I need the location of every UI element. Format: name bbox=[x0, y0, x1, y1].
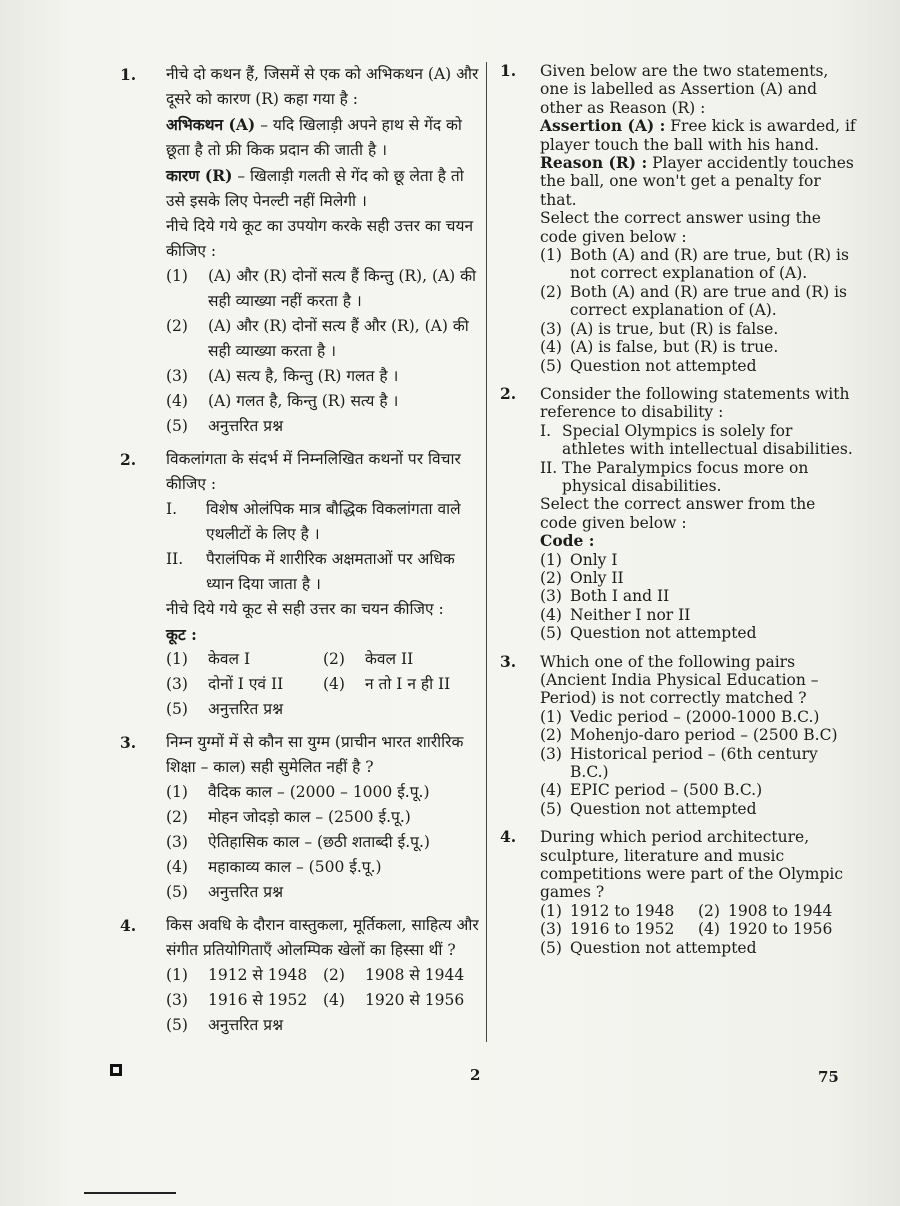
assertion-statement bbox=[166, 112, 480, 163]
reason-label: Reason (R) : bbox=[540, 153, 648, 173]
option: (1) केवल I bbox=[166, 650, 251, 668]
english-question-1 bbox=[500, 62, 856, 375]
option: (2) केवल II bbox=[323, 650, 414, 668]
option: (2) (A) और (R) दोनों सत्य हैं और (R), (A) की सही व्याख्या करता है । bbox=[166, 317, 469, 360]
option: (3) दोनों I एवं II bbox=[166, 675, 284, 693]
english-question-4 bbox=[500, 828, 856, 957]
question-instruction: नीचे दिये गये कूट का उपयोग करके सही उत्तर का चयन कीजिए : bbox=[166, 217, 474, 260]
reason-text: – खिलाड़ी गलती से गेंद को छू लेता है तो उसे इसके लिए पेनल्टी नहीं मिलेगी । bbox=[166, 167, 464, 210]
option: (3) Both I and II bbox=[540, 587, 670, 606]
question-intro: नीचे दो कथन हैं, जिसमें से एक को अभिकथन (A) और दूसरे को कारण (R) कहा गया है : bbox=[166, 65, 479, 108]
assertion-text: – यदि खिलाड़ी अपने हाथ से गेंद को छूता है तो फ्री किक प्रदान की जाती है । bbox=[166, 116, 462, 159]
hindi-question-2 bbox=[108, 447, 480, 722]
option: (4) (A) is false, but (R) is true. bbox=[540, 338, 779, 357]
option: (2) 1908 से 1944 bbox=[323, 966, 465, 984]
statement-item: I. विशेष ओलंपिक मात्र बौद्धिक विकलांगता वाले एथलीटों के लिए है । bbox=[166, 500, 461, 543]
option: (1) Only I bbox=[540, 550, 618, 569]
reason-label: कारण (R) bbox=[166, 166, 233, 185]
english-column bbox=[500, 62, 856, 967]
option: (5) अनुत्तरित प्रश्न bbox=[166, 883, 284, 901]
statement-item: II. The Paralympics focus more on physical disabilities. bbox=[540, 458, 809, 495]
option: (5) Question not attempted bbox=[540, 799, 757, 818]
option: (3) (A) is true, but (R) is false. bbox=[540, 319, 779, 338]
hindi-question-1 bbox=[108, 62, 480, 439]
reason-text: Player accidently touches the ball, one won't get a penalty for that. bbox=[540, 154, 854, 209]
question-intro: During which period architecture, sculpture, literature and music competitions were part of the Olympic games ? bbox=[540, 828, 844, 902]
hindi-column bbox=[108, 62, 480, 1046]
question-number: 1. bbox=[500, 61, 517, 80]
option: (4) 1920 से 1956 bbox=[323, 991, 465, 1009]
option: (4) EPIC period – (500 B.C.) bbox=[540, 781, 763, 800]
option: (3) ऐतिहासिक काल – (छठी शताब्दी ई.पू.) bbox=[166, 833, 430, 851]
option: (1) Vedic period – (2000-1000 B.C.) bbox=[540, 707, 820, 726]
question-instruction: Select the correct answer from the code given below : bbox=[540, 495, 816, 532]
option: (3) 1916 to 1952 bbox=[540, 920, 675, 939]
option-row bbox=[540, 920, 856, 938]
assertion-text: Free kick is awarded, if player touch the ball with his hand. bbox=[540, 117, 856, 154]
option: (1) Both (A) and (R) are true, but (R) is not correct explanation of (A). bbox=[540, 246, 849, 283]
option: (4) Neither I nor II bbox=[540, 605, 691, 624]
question-intro: Given below are the two statements, one is labelled as Assertion (A) and other as Reason (R) : bbox=[540, 62, 829, 117]
column-divider bbox=[486, 62, 487, 1042]
question-number: 4. bbox=[500, 827, 517, 847]
option: (1) (A) और (R) दोनों सत्य हैं किन्तु (R), (A) की सही व्याख्या नहीं करता है । bbox=[166, 267, 477, 310]
question-number: 2. bbox=[500, 383, 517, 403]
option: (1) वैदिक काल – (2000 – 1000 ई.पू.) bbox=[166, 783, 430, 801]
question-intro: Which one of the following pairs (Ancient India Physical Education – Period) is not correctly matched ? bbox=[540, 652, 819, 708]
option: (2) मोहन जोदड़ो काल – (2500 ई.पू.) bbox=[166, 808, 411, 826]
option: (3) (A) सत्य है, किन्तु (R) गलत है । bbox=[166, 367, 399, 385]
question-intro: Consider the following statements with reference to disability : bbox=[540, 384, 850, 422]
option-row bbox=[166, 963, 480, 988]
hindi-question-4 bbox=[108, 913, 480, 1038]
english-question-3 bbox=[500, 653, 856, 819]
statement-item: I. Special Olympics is solely for athletes with intellectual disabilities. bbox=[540, 421, 853, 459]
option: (2) Only II bbox=[540, 568, 624, 587]
option-row bbox=[166, 647, 480, 672]
reason-statement bbox=[166, 163, 480, 214]
option: (2) Both (A) and (R) are true and (R) is correct explanation of (A). bbox=[540, 282, 847, 320]
assertion-label: Assertion (A) : bbox=[540, 116, 666, 136]
bottom-rule bbox=[84, 1192, 176, 1194]
option: (4) न तो I न ही II bbox=[323, 675, 451, 693]
corner-square-icon bbox=[110, 1064, 122, 1076]
option: (5) अनुत्तरित प्रश्न bbox=[166, 700, 284, 718]
assertion-statement bbox=[540, 117, 856, 154]
question-instruction: नीचे दिये गये कूट से सही उत्तर का चयन कीजिए : bbox=[166, 600, 444, 618]
page-number-right: 75 bbox=[818, 1068, 839, 1086]
code-label: कूट : bbox=[166, 625, 197, 644]
hindi-question-3 bbox=[108, 730, 480, 905]
code-label: Code : bbox=[540, 531, 595, 551]
question-instruction: Select the correct answer using the code given below : bbox=[540, 209, 821, 246]
option: (3) Historical period – (6th century B.C.) bbox=[540, 744, 818, 782]
option: (4) महाकाव्य काल – (500 ई.पू.) bbox=[166, 858, 382, 876]
option: (5) अनुत्तरित प्रश्न bbox=[166, 417, 284, 435]
option: (5) Question not attempted bbox=[540, 356, 757, 375]
option-row bbox=[166, 988, 480, 1013]
statement-item: II. पैरालंपिक में शारीरिक अक्षमताओं पर अधिक ध्यान दिया जाता है । bbox=[166, 550, 455, 593]
question-number: 1. bbox=[120, 65, 137, 84]
option: (4) (A) गलत है, किन्तु (R) सत्य है । bbox=[166, 392, 399, 410]
question-number: 3. bbox=[500, 651, 517, 671]
option: (1) 1912 to 1948 bbox=[540, 901, 675, 920]
option: (5) अनुत्तरित प्रश्न bbox=[166, 1016, 284, 1034]
option: (5) Question not attempted bbox=[540, 624, 757, 643]
option: (4) 1920 to 1956 bbox=[698, 920, 833, 939]
option-row bbox=[540, 902, 856, 920]
question-number: 3. bbox=[120, 733, 137, 752]
option: (3) 1916 से 1952 bbox=[166, 991, 308, 1009]
reason-statement bbox=[540, 154, 856, 209]
question-intro: किस अवधि के दौरान वास्तुकला, मूर्तिकला, साहित्य और संगीत प्रतियोगिताएँ ओलम्पिक खेलों का हिस्सा थीं ? bbox=[166, 916, 479, 959]
question-intro: निम्न युग्मों में से कौन सा युग्म (प्राचीन भारत शारीरिक शिक्षा – काल) सही सुमेलित नहीं है ? bbox=[166, 733, 464, 776]
english-question-2 bbox=[500, 385, 856, 643]
option-row bbox=[166, 672, 480, 697]
question-intro: विकलांगता के संदर्भ में निम्नलिखित कथनों पर विचार कीजिए : bbox=[166, 450, 461, 493]
question-number: 4. bbox=[120, 916, 137, 935]
question-number: 2. bbox=[120, 450, 137, 469]
option: (2) Mohenjo-daro period – (2500 B.C) bbox=[540, 726, 838, 745]
page-number-left: 2 bbox=[470, 1066, 481, 1084]
option: (2) 1908 to 1944 bbox=[698, 901, 833, 920]
option: (1) 1912 से 1948 bbox=[166, 966, 308, 984]
option: (5) Question not attempted bbox=[540, 938, 757, 957]
assertion-label: अभिकथन (A) bbox=[166, 115, 256, 134]
